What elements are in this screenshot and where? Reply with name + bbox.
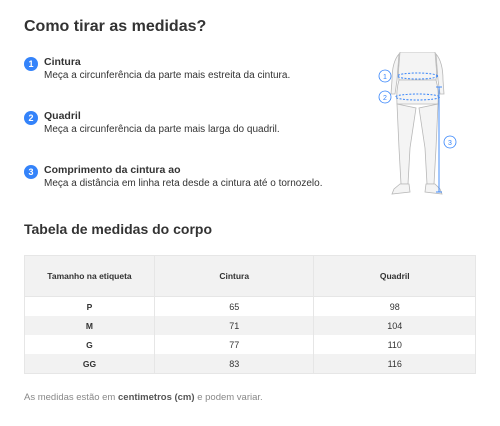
cell-hip: 110: [314, 335, 476, 354]
note-unit: centimetros (cm): [118, 392, 195, 403]
body-measurement-illustration: [370, 52, 470, 204]
size-table: [24, 255, 476, 374]
step-title: Comprimento da cintura ao: [44, 164, 181, 176]
marker-hip: [379, 91, 391, 103]
svg-text:1: 1: [383, 74, 387, 81]
step-title: Quadril: [44, 110, 81, 122]
cell-waist: 65: [154, 297, 314, 317]
note-suffix: e podem variar.: [194, 392, 263, 403]
marker-waist: [379, 70, 391, 82]
cell-hip: 116: [314, 354, 476, 374]
svg-text:2: 2: [383, 95, 387, 102]
table-row: [25, 335, 476, 354]
step-title: Cintura: [44, 56, 81, 68]
cell-waist: 77: [154, 335, 314, 354]
cell-waist: 71: [154, 316, 314, 335]
step-description: Meça a circunferência da parte mais estreita da cintura.: [44, 70, 291, 81]
step-number-badge: 3: [24, 165, 38, 179]
cell-size: G: [25, 335, 155, 354]
measurement-note: [24, 392, 263, 403]
size-table-title: Tabela de medidas do corpo: [24, 221, 213, 237]
table-row: [25, 316, 476, 335]
note-prefix: As medidas estão em: [24, 392, 118, 403]
table-row: [25, 297, 476, 317]
cell-size: GG: [25, 354, 155, 374]
marker-length: [444, 136, 456, 148]
cell-waist: 83: [154, 354, 314, 374]
cell-size: M: [25, 316, 155, 335]
step-description: Meça a circunferência da parte mais larga do quadril.: [44, 124, 280, 135]
header-size-label: Tamanho na etiqueta: [25, 256, 155, 297]
cell-size: P: [25, 297, 155, 317]
header-hip: Quadril: [314, 256, 476, 297]
step-number-badge: 1: [24, 57, 38, 71]
step-description: Meça a distância em linha reta desde a cintura até o tornozelo.: [44, 178, 323, 189]
cell-hip: 104: [314, 316, 476, 335]
header-waist: Cintura: [154, 256, 314, 297]
svg-text:3: 3: [448, 140, 452, 147]
page-title: Como tirar as medidas?: [24, 18, 207, 35]
cell-hip: 98: [314, 297, 476, 317]
step-number-badge: 2: [24, 111, 38, 125]
table-row: [25, 354, 476, 374]
table-header-row: [25, 256, 476, 297]
